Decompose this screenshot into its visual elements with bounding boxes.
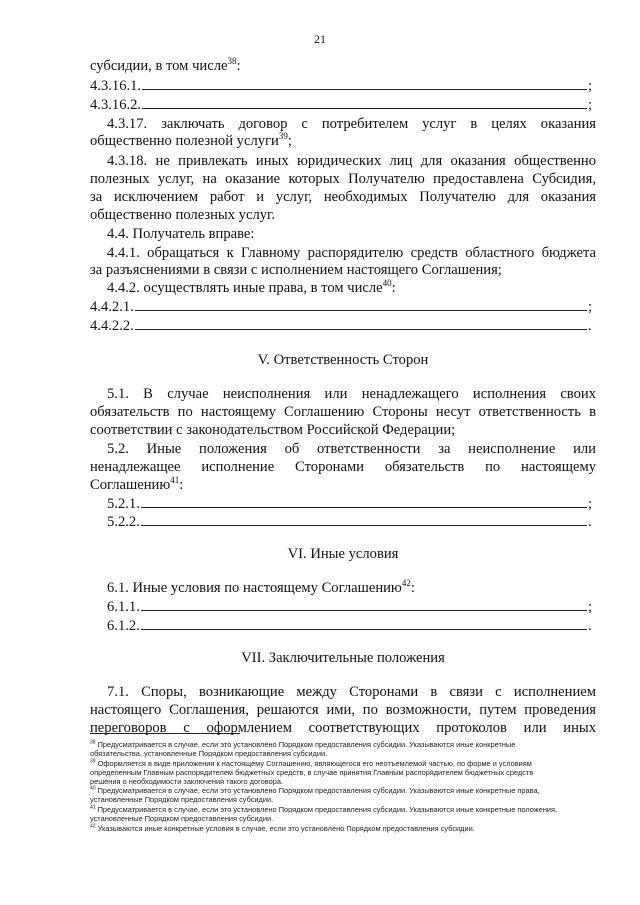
item-number: 5.2.1. — [107, 496, 140, 512]
section-heading-5: V. Ответственность Сторон — [257, 352, 429, 368]
item-number: 6.1.1. — [107, 599, 140, 615]
fill-line-4-4-2-2 — [90, 317, 596, 335]
paragraph-line: за разъяснениями в связи с исполнением настоящего Соглашения; — [90, 262, 502, 278]
footnote-ref: 41 — [170, 475, 180, 486]
footnote-text: Предусматривается в случае, если это установлено Порядком предоставления субсидии. Указываются иные конкретные положения, — [97, 805, 558, 814]
footnote-ref: 38 — [227, 56, 237, 67]
line-end: ; — [588, 299, 593, 315]
section-heading-7: VII. Заключительные положения — [241, 650, 445, 666]
text: 4.4.2. осуществлять иные права, в том числе — [107, 280, 383, 296]
footnote-ref: 40 — [382, 278, 392, 289]
paragraph-line: общественно полезных услуг. — [90, 207, 276, 223]
fill-line-4-4-2-1 — [90, 298, 596, 316]
fill-line-4-3-16-1 — [90, 77, 596, 95]
fill-line-5-2-1 — [107, 495, 596, 513]
blank-rule[interactable] — [142, 77, 587, 90]
paragraph-line: соответствии с законодательством Российской Федерации; — [90, 422, 456, 438]
paragraph-line: 4.4. Получатель вправе: — [107, 226, 255, 242]
footnote-number: 41 — [90, 804, 96, 811]
footnote-number: 42 — [90, 823, 96, 830]
paragraph-line: 4.3.18. не привлекать иных юридических лиц для оказания общественно — [107, 153, 596, 169]
fill-line-6-1-2 — [107, 617, 596, 635]
footnote-line: определенным Главным распорядителем бюджетных средств, в случае принятия Главным распорядителем бюджетных средств — [90, 768, 534, 777]
line-end: ; — [588, 78, 593, 94]
text: : — [410, 580, 415, 596]
text: субсидии, в том числе — [90, 58, 228, 74]
blank-rule[interactable] — [135, 317, 587, 330]
text: : — [236, 58, 241, 74]
footnote-number: 38 — [90, 739, 96, 746]
line-end: . — [588, 514, 592, 530]
footnote-number: 40 — [90, 785, 96, 792]
fill-line-5-2-2 — [107, 513, 596, 531]
footnote-42 — [90, 824, 596, 833]
line-end: . — [588, 318, 592, 334]
item-number: 6.1.2. — [107, 618, 140, 634]
paragraph-line: обязательств по настоящему Соглашению Стороны несут ответственность в — [90, 404, 596, 420]
text: 6.1. Иные условия по настоящему Соглашению — [107, 580, 402, 596]
footnote-line: решения о необходимости заключения такого договора. — [90, 777, 283, 786]
text: общественно полезной услуги — [90, 133, 279, 149]
page-number: 21 — [314, 32, 326, 46]
footnote-line: обязательства, установленные Порядком предоставления субсидии. — [90, 749, 328, 758]
line-end: ; — [588, 97, 593, 113]
blank-rule[interactable] — [141, 598, 587, 611]
footnote-text: Оформляется в виде приложения к настоящему Соглашению, являющегося его неотъемлемой частью, по форме и условиям — [97, 759, 532, 768]
paragraph-line: 5.1. В случае неисполнения или ненадлежащего исполнения своих — [107, 386, 596, 402]
footnote-38 — [90, 740, 596, 749]
paragraph-line: настоящего Соглашения, решаются ими, по возможности, путем проведения — [90, 702, 596, 718]
paragraph-line — [107, 280, 613, 297]
paragraph-line: 4.4.1. обращаться к Главному распорядителю средств областного бюджета — [107, 245, 596, 261]
footnote-41 — [90, 805, 596, 814]
item-number: 4.3.16.1. — [90, 78, 142, 94]
paragraph-line: 7.1. Споры, возникающие между Сторонами в связи с исполнением — [107, 684, 596, 700]
footnote-separator — [90, 733, 240, 734]
text: : — [179, 477, 184, 493]
paragraph-line: переговоров с оформлением соответствующих протоколов или иных — [90, 720, 596, 736]
blank-rule[interactable] — [141, 513, 587, 526]
paragraph-line: полезных услуг, на оказание которых Получателю предоставлена Субсидия, — [90, 171, 596, 187]
footnote-text: Указываются иные конкретные условия в случае, если это установлено Порядком предоставления субсидии. — [97, 824, 475, 833]
item-number: 5.2.2. — [107, 514, 140, 530]
paragraph-line — [90, 477, 596, 494]
line-end: ; — [588, 599, 593, 615]
paragraph-line: ненадлежащее исполнение Сторонами обязательств по настоящему — [90, 459, 596, 475]
footnote-ref: 39 — [278, 131, 288, 142]
footnote-text: Предусматривается в случае, если это установлено Порядком предоставления субсидии. Указываются иные конкретные права, — [97, 786, 540, 795]
text: ; — [287, 133, 292, 149]
footnote-text: Предусматривается в случае, если это установлено Порядком предоставления субсидии. Указываются иные конкретные — [97, 740, 516, 749]
paragraph-line — [90, 58, 596, 75]
section-heading-6: VI. Иные условия — [287, 546, 399, 562]
footnote-number: 39 — [90, 758, 96, 765]
blank-rule[interactable] — [141, 495, 587, 508]
blank-rule[interactable] — [141, 617, 587, 630]
fill-line-6-1-1 — [107, 598, 596, 616]
blank-rule[interactable] — [135, 298, 587, 311]
item-number: 4.4.2.2. — [90, 318, 134, 334]
line-end: . — [588, 618, 592, 634]
paragraph-line: 5.2. Иные положения об ответственности за неисполнение или — [107, 441, 596, 457]
fill-line-4-3-16-2 — [90, 96, 596, 114]
paragraph-line — [107, 580, 613, 597]
item-number: 4.4.2.1. — [90, 299, 134, 315]
footnote-ref: 42 — [401, 578, 411, 589]
footnote-40 — [90, 786, 596, 795]
footnote-line: установленные Порядком предоставления субсидии. — [90, 795, 274, 804]
text: Соглашению — [90, 477, 171, 493]
paragraph-line — [90, 133, 596, 150]
footnote-line: установленные Порядком предоставления субсидии. — [90, 814, 274, 823]
paragraph-line: 4.3.17. заключать договор с потребителем услуг в целях оказания — [107, 116, 596, 132]
item-number: 4.3.16.2. — [90, 97, 142, 113]
blank-rule[interactable] — [142, 96, 587, 109]
footnote-39 — [90, 759, 596, 768]
text: : — [391, 280, 396, 296]
line-end: ; — [588, 496, 593, 512]
paragraph-line: за исключением работ и услуг, необходимых Получателю для оказания — [90, 189, 596, 205]
